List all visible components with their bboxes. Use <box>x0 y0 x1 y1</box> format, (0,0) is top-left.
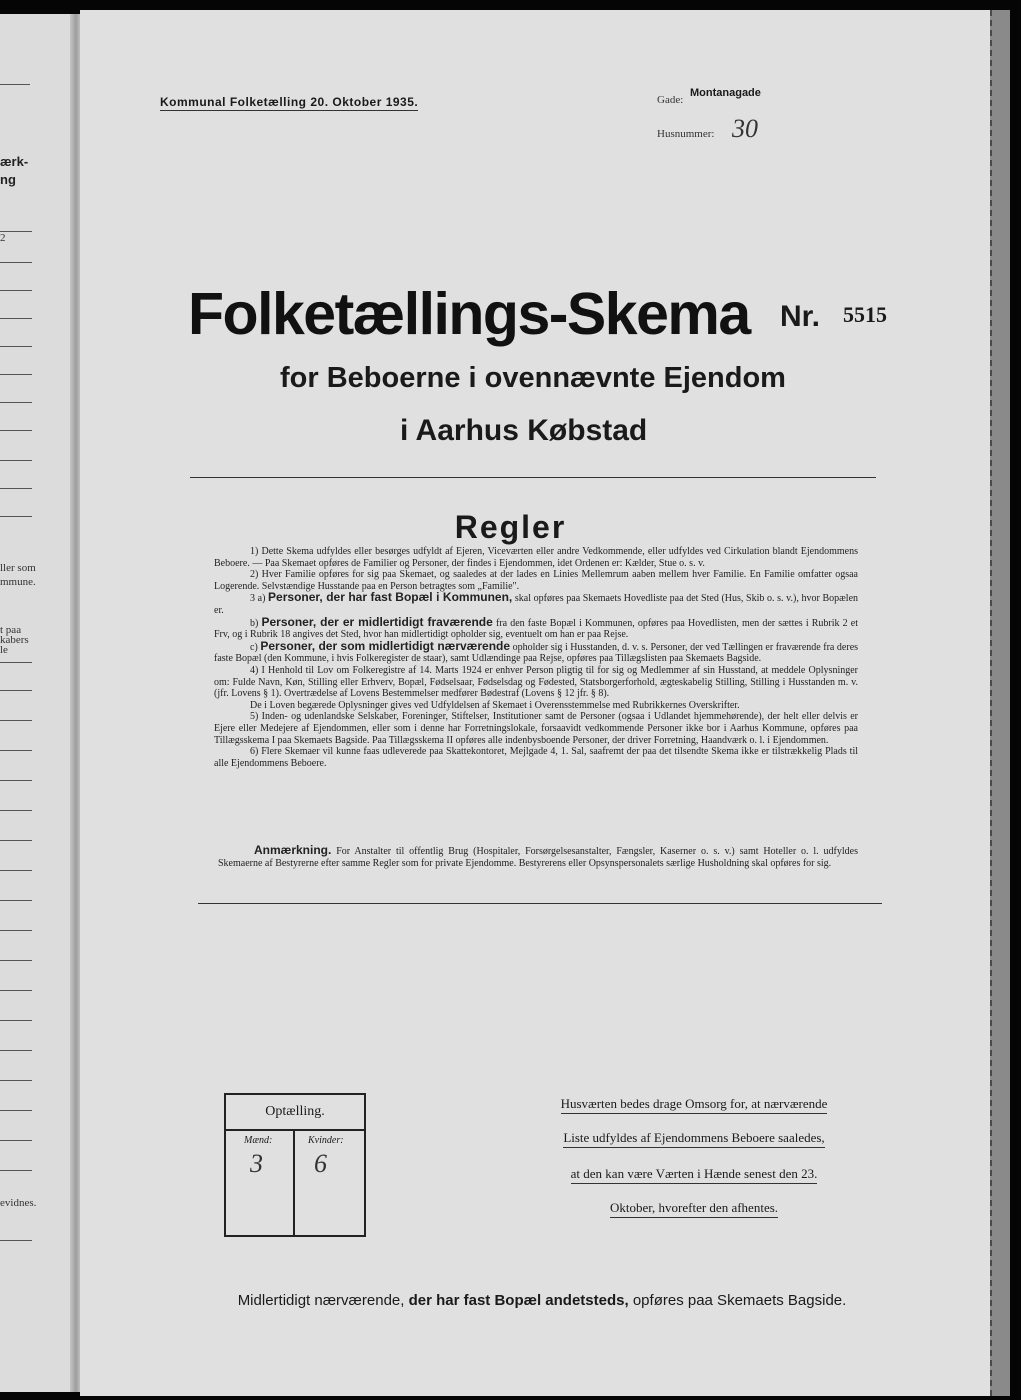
street-value: Montanagade <box>690 87 761 99</box>
landlord-text-4: Oktober, hvorefter den afhentes. <box>610 1200 778 1218</box>
landlord-line-1 <box>528 1096 860 1112</box>
house-number-value: 30 <box>732 114 758 143</box>
adjacent-page-text: mmune. <box>0 576 36 588</box>
form-number-value: 5515 <box>843 302 887 327</box>
rule-3a-text: skal opføres paa Skemaets Hovedliste paa det Sted (Hus, Skib o. s. v.), hvor Bopælen er. <box>214 593 859 616</box>
rules-heading: Regler <box>454 509 567 545</box>
rule-3c-text: opholder sig i Husstanden, d. v. s. Personer, der ved Tællingen er fraværende fra deres faste Bopæl (den Kommune, i hvis Folkeregister de staar), samt Udlændinge paa Rejse, opføres paa Tillægslisten paa Skemaets Bagside. <box>214 641 859 665</box>
rule-3b-text: fra den faste Bopæl i Kommunen, opføres paa Hovedlisten, men der sættes i Rubrik 2 et Frv, og i Rubrik 18 angives det Sted, hvor han midlertidigt opholder sig, eventuelt om han er paa Rejse. <box>214 617 859 641</box>
street-label: Gade: <box>657 94 684 106</box>
men-label: Mænd: <box>244 1135 273 1146</box>
form-subtitle: for Beboerne i ovennævnte Ejendom <box>280 362 786 394</box>
adjacent-page-text: ller som <box>0 562 36 574</box>
divider <box>190 477 876 478</box>
adjacent-page-text: kabers <box>0 634 29 646</box>
rule-3b <box>214 614 859 641</box>
footer-note <box>0 1292 1021 1309</box>
rule-line <box>0 960 32 961</box>
rule-line <box>0 402 32 403</box>
footer-pre: Midlertidigt nærværende, <box>237 1292 405 1309</box>
rule-line <box>0 318 32 319</box>
rule-2: 2) Hver Familie opføres for sig paa Skemaet, og saaledes at der lades en Linies Mellemrum aaben mellem hver Familie. En Familie omfatter ogsaa Logerende. Selvstændige Husstande paa en Person betragtes som „Familie". <box>214 569 858 592</box>
rule-line <box>0 488 32 489</box>
rule-line <box>0 750 32 751</box>
rule-3c <box>214 638 859 665</box>
rule-3c-emphasis: Personer, der som midlertidigt nærværende <box>260 638 511 653</box>
form-number-label: Nr. <box>780 300 821 333</box>
landlord-text-1: Husværten bedes drage Omsorg for, at nærværende <box>561 1096 828 1114</box>
rule-3c-number: c) <box>250 641 258 653</box>
rule-line <box>0 374 32 375</box>
rule-3b-emphasis: Personer, der er midlertidigt fraværende <box>261 614 493 629</box>
rule-3b-number: b) <box>250 617 259 629</box>
rule-line <box>0 1140 32 1141</box>
rule-line <box>0 346 32 347</box>
rule-4b: De i Loven begærede Oplysninger gives ved Udfyldelsen af Skemaet i Overensstemmelse med Rubrikkernes Overskrifter. <box>250 699 740 711</box>
adjacent-page-fragment <box>0 14 80 1392</box>
rule-line <box>0 662 32 663</box>
rule-4: 4) I Henhold til Lov om Folkeregistre af 14. Marts 1924 er enhver Person pligtig til for sig og Medlemmer af sin Husstand, at meddele Oplysninger om: Fulde Navn, Køn, Stilling eller Erhverv, Bopæl, Fødselsaar, Fødselsdag og Fødested, Statsborgerforhold, ægteskabelig Stilling, Stilling i Husstanden m. v. (jfr. Lovens § 1). Overtrædelse af Lovens Bestemmelser medfører Bødestraf (Lovens § 12 jfr. § 8). <box>214 664 858 700</box>
count-divider <box>293 1129 295 1235</box>
house-number-label: Husnummer: <box>657 128 715 140</box>
rule-line <box>0 430 32 431</box>
rule-line <box>0 1050 32 1051</box>
adjacent-page-text: ng <box>0 172 16 187</box>
rule-5: 5) Inden- og udenlandske Selskaber, Foreninger, Stiftelser, Institutioner samt de Personer (ogsaa i Udlandet hjemmehørende), der helt eller delvis er Ejere eller Medejere af Ejendommen, eller som i denne har Forretningslokale, forsaavidt vedkommende Personer ikke bor i Aarhus Kommune, opføres paa Tillægsskema I paa Skemaets Bagside. Paa Tillægsskema II opføres alle indenbysboende Personer, der driver Forretning, Haandværk o. l. i Ejendommen. <box>214 711 858 746</box>
women-count: 6 <box>314 1149 327 1178</box>
rule-6: 6) Flere Skemaer vil kunne faas udleverede paa Skattekontoret, Mejlgade 4, 1. Sal, saafremt der paa det tilsendte Skema ikke er tilstrækkelig Plads til alle Ejendommens Beboere. <box>214 746 858 769</box>
rule-3a-number: 3 a) <box>250 593 266 605</box>
landlord-line-2 <box>528 1130 860 1146</box>
men-count: 3 <box>250 1149 263 1178</box>
footer-post: opføres paa Skemaets Bagside. <box>632 1292 847 1309</box>
rule-line <box>0 290 32 291</box>
adjacent-page-text: t paa <box>0 624 22 636</box>
count-box <box>224 1093 366 1237</box>
adjacent-page-text: le <box>0 644 8 656</box>
divider <box>198 903 882 904</box>
rule-line <box>0 460 32 461</box>
page-edge <box>990 10 1010 1396</box>
note-text: For Anstalter til offentlig Brug (Hospitaler, Forsørgelsesanstalter, Fængsler, Kaserner o. s. v.) samt Hoteller o. l. udfyldes Skemaerne af Bestyrerne efter samme Regler som for private Ejendomme. Bestyrerens eller Opsynspersonalets særlige Husholdning skal opføres for sig. <box>218 846 858 869</box>
rule-line <box>0 780 32 781</box>
rule-line <box>0 262 32 263</box>
footer-bold: der har fast Bopæl andetsteds, <box>408 1292 629 1309</box>
rule-line <box>0 1240 32 1241</box>
rule-line <box>0 900 32 901</box>
landlord-line-4 <box>528 1200 860 1216</box>
rule-line <box>0 1020 32 1021</box>
rule-1: 1) Dette Skema udfyldes eller besørges udfyldt af Ejeren, Viceværten eller andre Vedkommende, eller udfyldes ved Cirkulation blandt Ejendommens Beboere. — Paa Skemaet opføres de Familier og Personer, der findes i Ejendommen, idet Ordenen er: Kælder, Stue o. s. v. <box>214 546 858 569</box>
form-location: i Aarhus Købstad <box>400 414 648 447</box>
women-label: Kvinder: <box>308 1135 344 1146</box>
note-lead: Anmærkning. <box>254 843 332 857</box>
adjacent-page-text: evidnes. <box>0 1197 37 1209</box>
rule-line <box>0 840 32 841</box>
rule-line <box>0 930 32 931</box>
landlord-text-2: Liste udfyldes af Ejendommens Beboere saaledes, <box>563 1130 824 1148</box>
rule-line <box>0 870 32 871</box>
rule-line <box>0 720 32 721</box>
adjacent-page-text: ærk- <box>0 154 29 169</box>
form-title: Folketællings-Skema <box>188 281 750 347</box>
rule-line <box>0 990 32 991</box>
rule-line <box>0 810 32 811</box>
count-title: Optælling. <box>226 1095 364 1131</box>
rule-line <box>0 1110 32 1111</box>
rule-line <box>0 690 32 691</box>
census-title: Kommunal Folketælling 20. Oktober 1935. <box>160 95 419 109</box>
landlord-text-3: at den kan være Værten i Hænde senest den 23. <box>571 1166 818 1184</box>
rule-3a-emphasis: Personer, der har fast Bopæl i Kommunen, <box>268 590 513 605</box>
rules-text <box>214 546 858 769</box>
adjacent-page-text: 2 <box>0 232 6 244</box>
rule-3a <box>214 592 858 616</box>
landlord-line-3 <box>528 1166 860 1182</box>
rule-line <box>0 1170 32 1171</box>
rule-line <box>0 1080 32 1081</box>
note-paragraph <box>218 844 858 870</box>
rule-line <box>0 84 30 85</box>
